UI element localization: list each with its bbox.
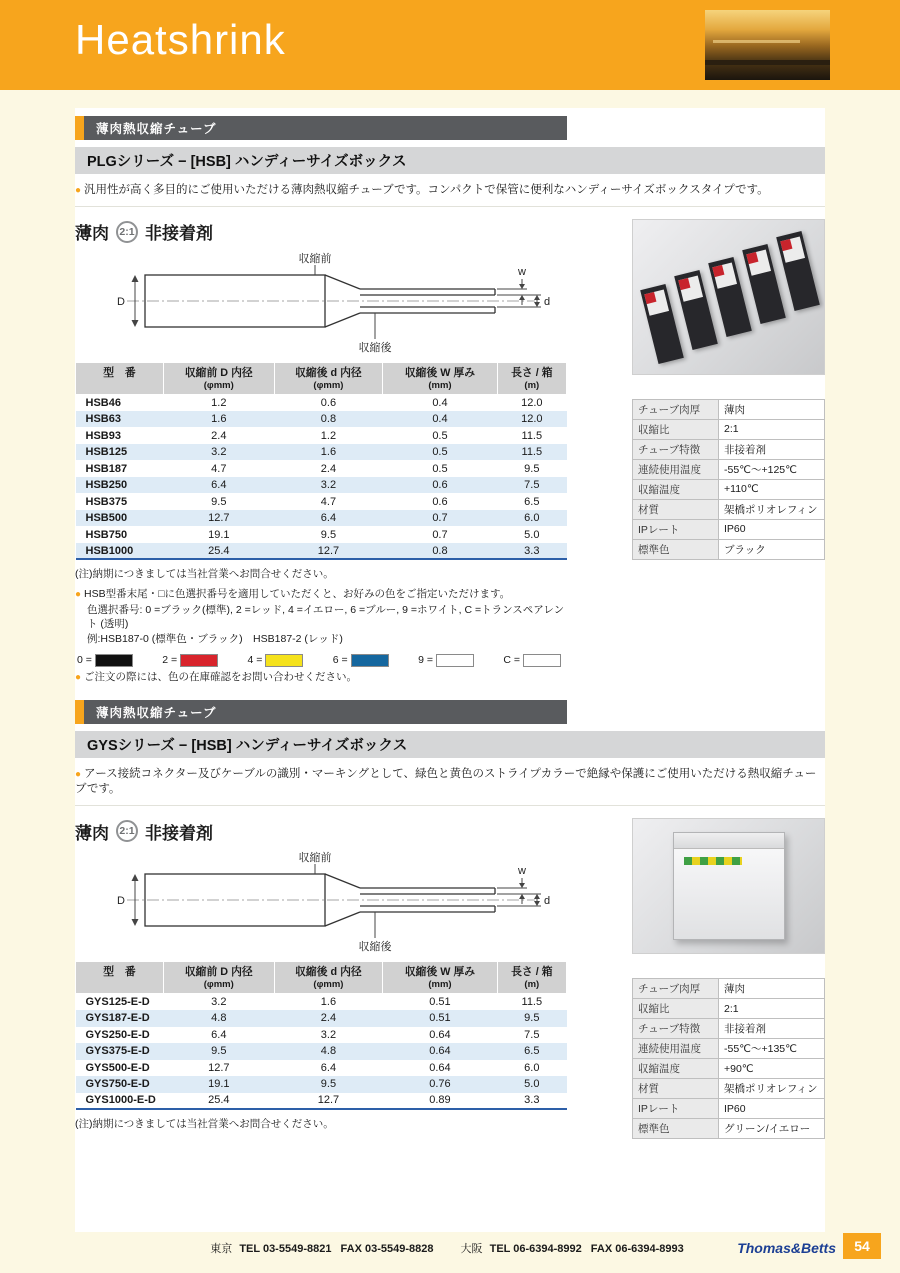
spec-value: IP60 <box>719 1099 825 1119</box>
spec-row <box>633 479 825 499</box>
spec-label: チューブ特徴 <box>633 1019 719 1039</box>
model-cell: HSB187 <box>85 462 128 475</box>
spec-label: 標準色 <box>633 539 719 559</box>
post-shrink-id-cell: 6.4 <box>320 1061 337 1074</box>
product-box <box>708 257 752 337</box>
model-cell: HSB500 <box>85 512 128 525</box>
length-cell: 6.0 <box>524 1061 540 1074</box>
length-cell: 9.5 <box>524 462 540 475</box>
size-table-header-cell: 収縮前 D 内径 (φmm) <box>164 362 275 394</box>
size-table-header-cell: 型 番 <box>76 962 164 994</box>
pre-shrink-id-cell: 6.4 <box>211 479 227 492</box>
post-shrink-id-cell: 9.5 <box>320 1078 337 1091</box>
color-swatch-item <box>77 654 133 668</box>
spec-row <box>633 499 825 519</box>
color-note-3: 例:HSB187-0 (標準色・ブラック) HSB187-2 (レッド) <box>87 633 343 646</box>
pre-shrink-id-cell: 6.4 <box>211 1028 227 1041</box>
color-note-2: 色選択番号: 0 =ブラック(標準), 2 =レッド, 4 =イエロー, 6 =ブルー, 9 =ホワイト, C =トランスペアレント (透明) <box>87 604 565 630</box>
section-plg-series <box>75 116 825 684</box>
model-cell: HSB750 <box>85 528 128 541</box>
diagram-dim-w: w <box>518 865 526 878</box>
spec-row <box>633 1039 825 1059</box>
length-cell: 3.3 <box>524 544 540 557</box>
section-gys-series <box>75 700 825 1139</box>
contact-info <box>210 1240 690 1256</box>
color-swatch-row <box>75 654 567 668</box>
spec-row <box>633 1079 825 1099</box>
tokyo-tel: TEL 03-5549-8821 <box>239 1243 332 1255</box>
swatch-color <box>180 654 218 667</box>
wall-thickness-cell: 0.7 <box>432 512 448 525</box>
length-cell: 12.0 <box>521 396 543 409</box>
spec-row <box>633 399 825 419</box>
diagram-dim-d: d <box>543 295 551 308</box>
pre-shrink-id-cell: 3.2 <box>211 446 227 459</box>
pre-shrink-id-cell: 25.4 <box>208 1094 230 1107</box>
spec-label: チューブ肉厚 <box>633 399 719 419</box>
color-swatch-item <box>333 654 389 668</box>
color-swatch-item <box>418 654 474 668</box>
pre-shrink-id-cell: 3.2 <box>211 996 227 1009</box>
swatch-label: 9 = <box>418 654 433 666</box>
tokyo-label: 東京 <box>210 1243 233 1255</box>
spec-label: 収縮温度 <box>633 1059 719 1079</box>
model-cell: HSB46 <box>85 396 121 409</box>
bullet-icon: ● <box>75 589 82 601</box>
spec-row <box>633 539 825 559</box>
top-banner <box>0 0 900 90</box>
adhesive-label: 非接着剤 <box>145 823 213 843</box>
spec-row <box>633 999 825 1019</box>
color-swatch-item <box>248 654 304 668</box>
product-box <box>742 244 786 324</box>
color-note-4: ● ご注文の際には、色の在庫確認をお問い合わせください。 <box>75 670 358 683</box>
swatch-label: 2 = <box>162 654 178 666</box>
tube-diagram <box>75 249 555 354</box>
table-row <box>76 444 567 461</box>
post-shrink-id-cell: 1.2 <box>320 429 337 442</box>
model-cell: GYS375-E-D <box>85 1045 150 1058</box>
swatch-color <box>351 654 389 667</box>
spec-label: 収縮比 <box>633 419 719 439</box>
size-table-header-row <box>76 962 567 994</box>
post-shrink-id-cell: 3.2 <box>320 1028 337 1041</box>
category-header-bar <box>75 700 567 724</box>
tokyo-fax: FAX 03-5549-8828 <box>340 1243 434 1255</box>
delivery-note: (注)納期につきましては当社営業へお問合せください。 <box>75 1118 334 1131</box>
model-cell: GYS1000-E-D <box>85 1094 156 1107</box>
length-cell: 12.0 <box>521 413 543 426</box>
length-cell: 11.5 <box>521 996 543 1009</box>
spec-row <box>633 439 825 459</box>
model-cell: GYS750-E-D <box>85 1078 150 1091</box>
banner-highway-photo <box>705 10 830 80</box>
spec-row <box>633 1119 825 1139</box>
spec-value: -55℃〜+135℃ <box>719 1039 825 1059</box>
diagram-after-label: 収縮後 <box>358 941 392 954</box>
size-table-header-cell: 型 番 <box>76 362 164 394</box>
post-shrink-id-cell: 6.4 <box>320 512 337 525</box>
model-cell: HSB63 <box>85 413 121 426</box>
table-row <box>76 510 567 527</box>
product-box <box>776 231 820 311</box>
description-text: 汎用性が高く多目的にご使用いただける薄肉熱収縮チューブです。コンパクトで保管に便利なハンディーサイズボックスタイプです。 <box>84 184 769 196</box>
size-table-body <box>76 994 567 1110</box>
category-title: 薄肉熱収縮チューブ <box>96 706 217 721</box>
product-box <box>640 284 684 364</box>
table-row <box>76 411 567 428</box>
wall-thickness-cell: 0.64 <box>429 1028 451 1041</box>
pre-shrink-id-cell: 1.2 <box>211 396 227 409</box>
size-table-header-cell: 長さ / 箱 (m) <box>497 362 566 394</box>
adhesive-label: 非接着剤 <box>145 224 213 244</box>
size-table-header-cell: 収縮前 D 内径 (φmm) <box>164 962 275 994</box>
wall-thickness-cell: 0.51 <box>429 1012 451 1025</box>
spec-label: チューブ肉厚 <box>633 979 719 999</box>
size-table-header-cell: 収縮後 d 内径 (φmm) <box>274 962 383 994</box>
table-row <box>76 1010 567 1027</box>
spec-label: 連続使用温度 <box>633 459 719 479</box>
page-number-badge: 54 <box>843 1233 881 1259</box>
spec-value: IP60 <box>719 519 825 539</box>
product-box <box>673 832 785 940</box>
thickness-label: 薄肉 <box>75 224 109 244</box>
pre-shrink-id-cell: 9.5 <box>211 495 227 508</box>
swatch-color <box>95 654 133 667</box>
spec-label: IPレート <box>633 1099 719 1119</box>
product-box <box>674 270 718 350</box>
length-cell: 11.5 <box>521 446 543 459</box>
table-row <box>76 1043 567 1060</box>
pre-shrink-id-cell: 19.1 <box>208 1078 230 1091</box>
wall-thickness-cell: 0.5 <box>432 446 448 459</box>
spec-value: 架橋ポリオレフィン <box>719 1079 825 1099</box>
bullet-icon: ● <box>75 671 82 683</box>
spec-table-body <box>633 399 825 559</box>
thickness-label: 薄肉 <box>75 823 109 843</box>
diagram-before-label: 収縮前 <box>298 852 332 865</box>
page-title: Heatshrink <box>75 16 286 63</box>
pre-shrink-id-cell: 25.4 <box>208 544 230 557</box>
model-cell: GYS500-E-D <box>85 1061 150 1074</box>
length-cell: 5.0 <box>524 528 540 541</box>
length-cell: 7.5 <box>524 479 540 492</box>
model-cell: HSB375 <box>85 495 128 508</box>
post-shrink-id-cell: 2.4 <box>320 1012 337 1025</box>
post-shrink-id-cell: 4.7 <box>320 495 337 508</box>
section-body <box>75 818 825 1139</box>
swatch-label: C = <box>503 654 520 666</box>
product-photo-hsb-boxes <box>632 219 825 375</box>
length-cell: 5.0 <box>524 1078 540 1091</box>
wall-thickness-cell: 0.51 <box>429 996 451 1009</box>
post-shrink-id-cell: 0.8 <box>320 413 337 426</box>
diagram-before-label: 収縮前 <box>298 252 332 265</box>
wall-thickness-cell: 0.89 <box>429 1094 451 1107</box>
diagram-dim-w: w <box>518 265 526 278</box>
spec-label: 収縮比 <box>633 999 719 1019</box>
spec-label: 材質 <box>633 499 719 519</box>
spec-value: 薄肉 <box>719 399 825 419</box>
right-column <box>632 219 825 684</box>
size-table-header-row <box>76 362 567 394</box>
color-note-1: ● HSB型番末尾・□に色選択番号を適用していただくと、お好みの色をご指定いただけます。 <box>75 588 511 601</box>
pre-shrink-id-cell: 2.4 <box>211 429 227 442</box>
model-cell: HSB250 <box>85 479 128 492</box>
table-row <box>76 1076 567 1093</box>
table-row <box>76 543 567 560</box>
description-text: アース接続コネクター及びケーブルの識別・マーキングとして、緑色と黄色のストライプカラーで絶縁や保護にご使用いただける熱収縮チューブです。 <box>75 768 817 796</box>
pre-shrink-id-cell: 12.7 <box>208 512 230 525</box>
content-panel <box>75 108 825 1232</box>
size-table-header-cell: 収縮後 d 内径 (φmm) <box>274 362 383 394</box>
category-accent-square <box>75 116 84 140</box>
table-row <box>76 526 567 543</box>
shrink-ratio-badge: 2:1 <box>116 221 138 243</box>
wall-thickness-cell: 0.76 <box>429 1078 451 1091</box>
osaka-fax: FAX 06-6394-8993 <box>590 1243 684 1255</box>
left-column <box>75 219 567 684</box>
swatch-color <box>436 654 474 667</box>
diagram-dim-D: D <box>117 295 125 308</box>
spec-row <box>633 419 825 439</box>
spec-label: チューブ特徴 <box>633 439 719 459</box>
category-header-bar <box>75 116 567 140</box>
wall-thickness-cell: 0.64 <box>429 1045 451 1058</box>
model-cell: HSB125 <box>85 446 128 459</box>
spec-value: グリーン/イエロー <box>719 1119 825 1139</box>
length-cell: 6.5 <box>524 1045 540 1058</box>
table-row <box>76 427 567 444</box>
pre-shrink-id-cell: 19.1 <box>208 528 230 541</box>
spec-label: 連続使用温度 <box>633 1039 719 1059</box>
length-cell: 11.5 <box>521 429 543 442</box>
spec-table-gys <box>632 978 825 1139</box>
table-row <box>76 1093 567 1110</box>
diagram-dim-D: D <box>117 895 125 908</box>
pre-shrink-id-cell: 9.5 <box>211 1045 227 1058</box>
spec-value: 非接着剤 <box>719 1019 825 1039</box>
length-cell: 3.3 <box>524 1094 540 1107</box>
table-row <box>76 477 567 494</box>
spec-row <box>633 1019 825 1039</box>
right-column <box>632 818 825 1139</box>
model-cell: GYS187-E-D <box>85 1012 150 1025</box>
section-description <box>75 767 825 806</box>
series-title: PLGシリーズ − [HSB] ハンディーサイズボックス <box>87 154 407 170</box>
table-row <box>76 460 567 477</box>
wall-thickness-cell: 0.6 <box>432 479 448 492</box>
post-shrink-id-cell: 4.8 <box>320 1045 337 1058</box>
length-cell: 6.0 <box>524 512 540 525</box>
wall-thickness-cell: 0.4 <box>432 396 448 409</box>
spec-value: 2:1 <box>719 999 825 1019</box>
diagram-dim-d: d <box>543 895 551 908</box>
wall-thickness-cell: 0.7 <box>432 528 448 541</box>
pre-shrink-id-cell: 1.6 <box>211 413 227 426</box>
post-shrink-id-cell: 12.7 <box>317 544 340 557</box>
category-accent-square <box>75 700 84 724</box>
page-footer <box>0 1232 900 1262</box>
size-table-header-cell: 収縮後 W 厚み (mm) <box>383 962 497 994</box>
swatch-label: 0 = <box>77 654 92 666</box>
length-cell: 6.5 <box>524 495 540 508</box>
post-shrink-id-cell: 9.5 <box>320 528 337 541</box>
length-cell: 7.5 <box>524 1028 540 1041</box>
osaka-label: 大阪 <box>460 1243 483 1255</box>
gys-size-table <box>75 961 567 1110</box>
type-heading <box>75 219 567 245</box>
size-table-header-cell: 収縮後 W 厚み (mm) <box>383 362 497 394</box>
swatch-color <box>265 654 303 667</box>
series-header-bar <box>75 147 825 174</box>
section-description <box>75 183 825 207</box>
color-swatch-item <box>162 654 218 668</box>
model-cell: HSB1000 <box>85 544 134 557</box>
osaka-tel: TEL 06-6394-8992 <box>489 1243 582 1255</box>
bullet-icon: ● <box>75 185 82 196</box>
spec-value: -55℃〜+125℃ <box>719 459 825 479</box>
hsb-size-table <box>75 362 567 561</box>
spec-row <box>633 1059 825 1079</box>
color-swatch-item <box>503 654 561 668</box>
table-row <box>76 994 567 1011</box>
spec-row <box>633 519 825 539</box>
product-photo-gys-box <box>632 818 825 954</box>
spec-value: +90℃ <box>719 1059 825 1079</box>
pre-shrink-id-cell: 4.8 <box>211 1012 227 1025</box>
wall-thickness-cell: 0.5 <box>432 462 448 475</box>
spec-label: IPレート <box>633 519 719 539</box>
post-shrink-id-cell: 2.4 <box>320 462 337 475</box>
thomas-betts-logo: Thomas&Betts <box>737 1240 836 1256</box>
post-shrink-id-cell: 1.6 <box>320 446 337 459</box>
wall-thickness-cell: 0.5 <box>432 429 448 442</box>
wall-thickness-cell: 0.6 <box>432 495 448 508</box>
color-selection-block <box>75 588 567 684</box>
model-cell: GYS125-E-D <box>85 996 150 1009</box>
table-row <box>76 493 567 510</box>
section-body <box>75 219 825 684</box>
spec-value: 非接着剤 <box>719 439 825 459</box>
table-row <box>76 1027 567 1044</box>
spec-table-hsb <box>632 399 825 560</box>
series-header-bar <box>75 731 825 758</box>
series-title: GYSシリーズ − [HSB] ハンディーサイズボックス <box>87 738 408 755</box>
wall-thickness-cell: 0.64 <box>429 1061 451 1074</box>
post-shrink-id-cell: 1.6 <box>320 996 337 1009</box>
spec-label: 標準色 <box>633 1119 719 1139</box>
delivery-note: (注)納期につきましては当社営業へお問合せください。 <box>75 568 334 581</box>
table-row <box>76 1060 567 1077</box>
spec-value: 薄肉 <box>719 979 825 999</box>
wall-thickness-cell: 0.4 <box>432 413 448 426</box>
length-cell: 9.5 <box>524 1012 540 1025</box>
wall-thickness-cell: 0.8 <box>432 544 448 557</box>
post-shrink-id-cell: 3.2 <box>320 479 337 492</box>
left-column <box>75 818 567 1139</box>
spec-label: 材質 <box>633 1079 719 1099</box>
spec-value: 架橋ポリオレフィン <box>719 499 825 519</box>
spec-value: ブラック <box>719 539 825 559</box>
diagram-after-label: 収縮後 <box>358 341 392 354</box>
swatch-label: 4 = <box>247 654 263 666</box>
pre-shrink-id-cell: 4.7 <box>211 462 227 475</box>
spec-row <box>633 1099 825 1119</box>
spec-value: +110℃ <box>719 479 825 499</box>
table-row <box>76 394 567 411</box>
category-title: 薄肉熱収縮チューブ <box>96 122 217 136</box>
spec-table-body <box>633 979 825 1139</box>
tube-diagram <box>75 848 555 953</box>
swatch-color <box>523 654 561 667</box>
shrink-ratio-badge: 2:1 <box>116 820 138 842</box>
bullet-icon: ● <box>75 769 82 781</box>
model-cell: GYS250-E-D <box>85 1028 150 1041</box>
post-shrink-id-cell: 0.6 <box>320 396 337 409</box>
post-shrink-id-cell: 12.7 <box>317 1094 340 1107</box>
spec-label: 収縮温度 <box>633 479 719 499</box>
size-table-body <box>76 394 567 559</box>
type-heading <box>75 818 567 844</box>
spec-row <box>633 459 825 479</box>
spec-row <box>633 979 825 999</box>
size-table-header-cell: 長さ / 箱 (m) <box>497 962 566 994</box>
pre-shrink-id-cell: 12.7 <box>208 1061 230 1074</box>
swatch-label: 6 = <box>332 654 348 666</box>
spec-value: 2:1 <box>719 419 825 439</box>
model-cell: HSB93 <box>85 429 121 442</box>
